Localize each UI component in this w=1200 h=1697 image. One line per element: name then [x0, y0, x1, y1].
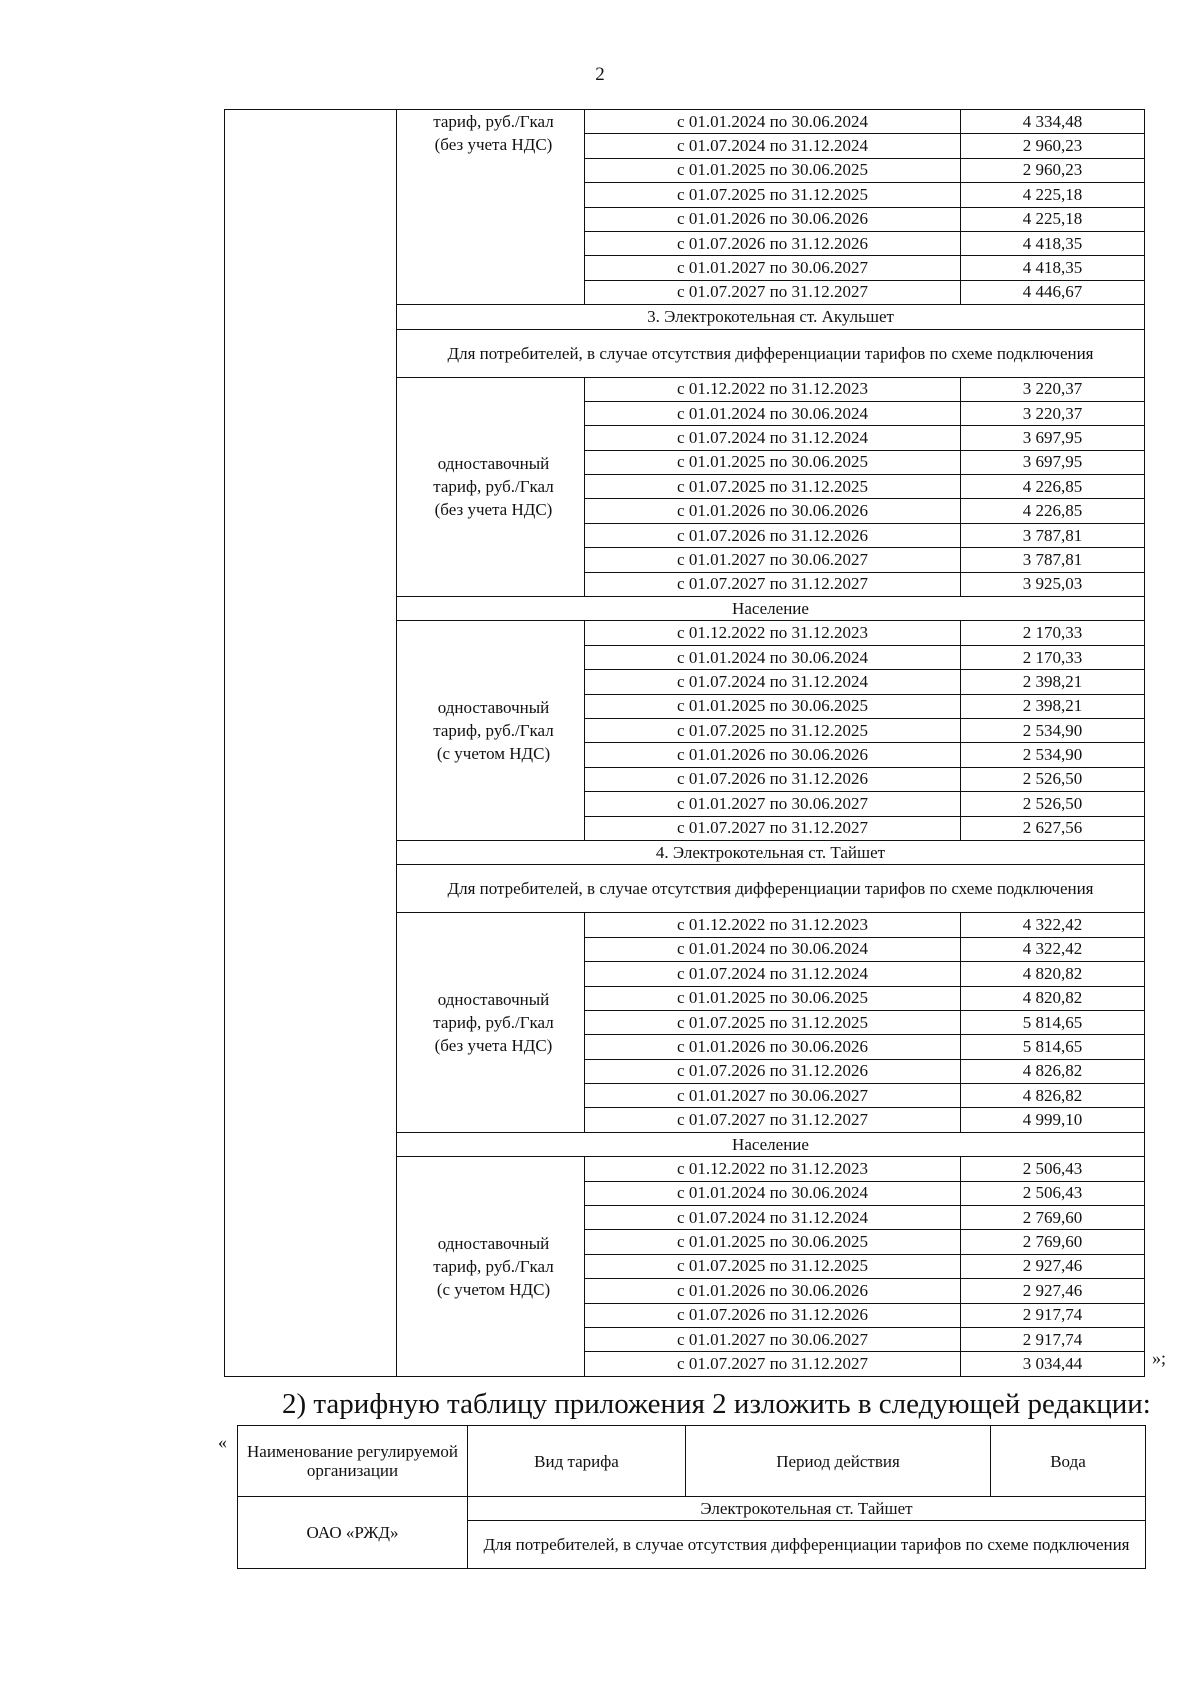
value-cell: 3 787,81: [961, 548, 1145, 572]
period-cell: с 01.01.2026 по 30.06.2026: [585, 499, 961, 523]
period-cell: с 01.12.2022 по 31.12.2023: [585, 377, 961, 401]
organization-column: [225, 110, 397, 1377]
value-cell: 4 826,82: [961, 1084, 1145, 1108]
value-cell: 2 927,46: [961, 1254, 1145, 1278]
value-cell: 2 170,33: [961, 621, 1145, 645]
period-cell: с 01.07.2025 по 31.12.2025: [585, 475, 961, 499]
period-cell: с 01.01.2024 по 30.06.2024: [585, 1181, 961, 1205]
consumer-group-label: Для потребителей, в случае отсутствия дифференциации тарифов по схеме подключения: [397, 865, 1145, 913]
consumer-group-label: Для потребителей, в случае отсутствия дифференциации тарифов по схеме подключения: [397, 329, 1145, 377]
value-cell: 4 322,42: [961, 913, 1145, 937]
header-period: Период действия: [686, 1426, 991, 1497]
period-cell: с 01.12.2022 по 31.12.2023: [585, 913, 961, 937]
period-cell: с 01.07.2026 по 31.12.2026: [585, 523, 961, 547]
value-cell: 4 418,35: [961, 256, 1145, 280]
value-cell: 4 999,10: [961, 1108, 1145, 1132]
period-cell: с 01.07.2025 по 31.12.2025: [585, 183, 961, 207]
period-cell: с 01.01.2024 по 30.06.2024: [585, 401, 961, 425]
period-cell: с 01.01.2025 по 30.06.2025: [585, 158, 961, 182]
tariff-type: одноставочный тариф, руб./Гкал (с учетом НДС): [397, 1157, 585, 1377]
value-cell: 2 534,90: [961, 743, 1145, 767]
period-cell: с 01.07.2024 по 31.12.2024: [585, 134, 961, 158]
tariff-type: одноставочный тариф, руб./Гкал (без учета НДС): [397, 377, 585, 597]
period-cell: с 01.07.2026 по 31.12.2026: [585, 231, 961, 255]
tariff-type: одноставочный тариф, руб./Гкал (с учетом НДС): [397, 621, 585, 841]
value-cell: 4 226,85: [961, 499, 1145, 523]
value-cell: 2 170,33: [961, 645, 1145, 669]
value-cell: 4 322,42: [961, 937, 1145, 961]
period-cell: с 01.07.2025 по 31.12.2025: [585, 1254, 961, 1278]
header-water: Вода: [991, 1426, 1146, 1497]
tariff-type: одноставочный тариф, руб./Гкал (без учета НДС): [397, 913, 585, 1133]
tariff-table-appendix-2: [237, 1425, 1146, 1569]
value-cell: 3 697,95: [961, 450, 1145, 474]
value-cell: 2 398,21: [961, 670, 1145, 694]
closing-quote: »;: [1152, 1348, 1167, 1368]
value-cell: 3 925,03: [961, 572, 1145, 596]
tariff-table: [224, 109, 1145, 1377]
value-cell: 3 697,95: [961, 426, 1145, 450]
period-cell: с 01.01.2027 по 30.06.2027: [585, 1327, 961, 1351]
instruction-text: 2) тарифную таблицу приложения 2 изложить в следующей редакции:: [282, 1388, 1151, 1420]
consumer-label: Для потребителей, в случае отсутствия дифференциации тарифов по схеме подключения: [468, 1521, 1146, 1569]
value-cell: 2 917,74: [961, 1327, 1145, 1351]
value-cell: 5 814,65: [961, 1035, 1145, 1059]
period-cell: с 01.07.2027 по 31.12.2027: [585, 572, 961, 596]
period-cell: с 01.07.2025 по 31.12.2025: [585, 1010, 961, 1034]
value-cell: 2 526,50: [961, 767, 1145, 791]
period-cell: с 01.07.2024 по 31.12.2024: [585, 1206, 961, 1230]
header-row: [238, 1426, 1146, 1497]
period-cell: с 01.01.2027 по 30.06.2027: [585, 548, 961, 572]
value-cell: 4 826,82: [961, 1059, 1145, 1083]
value-cell: 4 226,85: [961, 475, 1145, 499]
period-cell: с 01.07.2027 по 31.12.2027: [585, 1352, 961, 1376]
section-row: [238, 1497, 1146, 1521]
value-cell: 3 787,81: [961, 523, 1145, 547]
value-cell: 2 506,43: [961, 1157, 1145, 1181]
period-cell: с 01.01.2025 по 30.06.2025: [585, 1230, 961, 1254]
value-cell: 2 769,60: [961, 1230, 1145, 1254]
value-cell: 2 526,50: [961, 792, 1145, 816]
period-cell: с 01.01.2027 по 30.06.2027: [585, 792, 961, 816]
period-cell: с 01.07.2025 по 31.12.2025: [585, 718, 961, 742]
organization-name: ОАО «РЖД»: [238, 1497, 468, 1569]
period-cell: с 01.07.2027 по 31.12.2027: [585, 280, 961, 304]
section-title: 3. Электрокотельная ст. Акульшет: [397, 305, 1145, 329]
value-cell: 2 917,74: [961, 1303, 1145, 1327]
value-cell: 4 225,18: [961, 183, 1145, 207]
period-cell: с 01.07.2027 по 31.12.2027: [585, 1108, 961, 1132]
period-cell: с 01.01.2027 по 30.06.2027: [585, 256, 961, 280]
period-cell: с 01.01.2024 по 30.06.2024: [585, 645, 961, 669]
period-cell: с 01.07.2027 по 31.12.2027: [585, 816, 961, 840]
period-cell: с 01.01.2026 по 30.06.2026: [585, 207, 961, 231]
period-cell: с 01.01.2026 по 30.06.2026: [585, 1279, 961, 1303]
value-cell: 3 220,37: [961, 401, 1145, 425]
value-cell: 4 225,18: [961, 207, 1145, 231]
value-cell: 2 506,43: [961, 1181, 1145, 1205]
value-cell: 2 769,60: [961, 1206, 1145, 1230]
period-cell: с 01.01.2024 по 30.06.2024: [585, 937, 961, 961]
period-cell: с 01.07.2024 по 31.12.2024: [585, 426, 961, 450]
period-cell: с 01.01.2026 по 30.06.2026: [585, 1035, 961, 1059]
section-title: 4. Электрокотельная ст. Тайшет: [397, 840, 1145, 864]
period-cell: с 01.07.2026 по 31.12.2026: [585, 1303, 961, 1327]
page-number: 2: [595, 64, 605, 85]
period-cell: с 01.12.2022 по 31.12.2023: [585, 1157, 961, 1181]
period-cell: с 01.01.2026 по 30.06.2026: [585, 743, 961, 767]
value-cell: 4 334,48: [961, 110, 1145, 134]
header-tariff-type: Вид тарифа: [468, 1426, 686, 1497]
value-cell: 4 418,35: [961, 231, 1145, 255]
value-cell: 3 034,44: [961, 1352, 1145, 1376]
header-organization: Наименование регулируемой организации: [238, 1426, 468, 1497]
period-cell: с 01.01.2025 по 30.06.2025: [585, 986, 961, 1010]
value-cell: 2 960,23: [961, 134, 1145, 158]
period-cell: с 01.01.2025 по 30.06.2025: [585, 694, 961, 718]
value-cell: 4 446,67: [961, 280, 1145, 304]
period-cell: с 01.12.2022 по 31.12.2023: [585, 621, 961, 645]
value-cell: 3 220,37: [961, 377, 1145, 401]
period-cell: с 01.01.2024 по 30.06.2024: [585, 110, 961, 134]
value-cell: 2 398,21: [961, 694, 1145, 718]
value-cell: 5 814,65: [961, 1010, 1145, 1034]
value-cell: 4 820,82: [961, 962, 1145, 986]
value-cell: 4 820,82: [961, 986, 1145, 1010]
period-cell: с 01.07.2026 по 31.12.2026: [585, 1059, 961, 1083]
period-cell: с 01.07.2024 по 31.12.2024: [585, 962, 961, 986]
consumer-group-label: Население: [397, 597, 1145, 621]
period-cell: с 01.01.2027 по 30.06.2027: [585, 1084, 961, 1108]
consumer-group-label: Население: [397, 1132, 1145, 1156]
value-cell: 2 927,46: [961, 1279, 1145, 1303]
period-cell: с 01.07.2024 по 31.12.2024: [585, 670, 961, 694]
table-row: [225, 110, 1145, 134]
period-cell: с 01.01.2025 по 30.06.2025: [585, 450, 961, 474]
value-cell: 2 627,56: [961, 816, 1145, 840]
tariff-type: тариф, руб./Гкал (без учета НДС): [397, 110, 585, 305]
section-title: Электрокотельная ст. Тайшет: [468, 1497, 1146, 1521]
value-cell: 2 960,23: [961, 158, 1145, 182]
period-cell: с 01.07.2026 по 31.12.2026: [585, 767, 961, 791]
opening-quote: «: [218, 1432, 227, 1452]
value-cell: 2 534,90: [961, 718, 1145, 742]
